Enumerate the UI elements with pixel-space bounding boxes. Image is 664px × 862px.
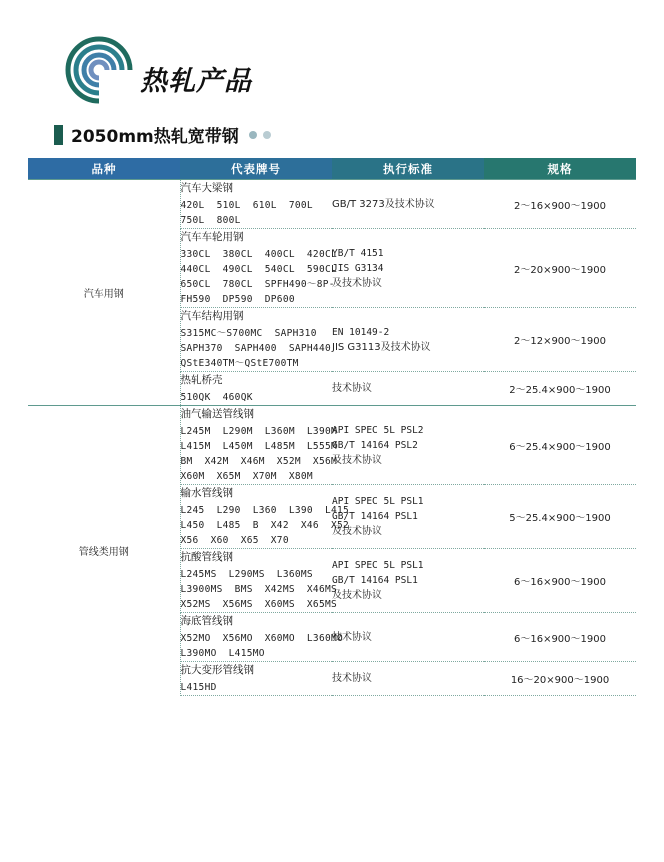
spec-cell: 2～20×900～1900 <box>484 229 636 308</box>
dot-icon <box>249 131 257 139</box>
category-cell: 管线类用钢 <box>28 406 180 696</box>
grade-cell <box>180 613 344 662</box>
grade-line: L245 L290 L360 L390 L415 <box>180 505 350 516</box>
spec-cell: 6～16×900～1900 <box>484 549 636 613</box>
column-header-grade: 代表牌号 <box>180 158 332 180</box>
standard-cell <box>332 549 484 613</box>
grade-line: L245MS L290MS L360MS <box>180 569 313 580</box>
table-row <box>28 406 636 485</box>
standard-cell <box>332 372 484 406</box>
grade-line: 330CL 380CL 400CL 420CL <box>180 249 338 260</box>
page-title: 热轧产品 <box>140 66 252 97</box>
table-header-row <box>28 158 636 180</box>
grade-line: L390MO L415MO <box>180 648 265 659</box>
spec-cell: 16～20×900～1900 <box>484 662 636 696</box>
column-header-standard: 执行标准 <box>332 158 484 180</box>
subtitle-bar-icon <box>54 125 63 145</box>
category-cell: 汽车用钢 <box>28 180 180 406</box>
grade-title: 汽车结构用钢 <box>180 310 244 322</box>
standard-cell <box>332 662 484 696</box>
standard-line: API SPEC 5L PSL2 <box>332 424 424 436</box>
standard-cell <box>332 308 484 372</box>
column-header-category: 品种 <box>28 158 180 180</box>
grade-line: SAPH370 SAPH400 SAPH440 <box>180 343 331 354</box>
grade-line: FH590 DP590 DP600 <box>180 294 295 305</box>
section-subtitle <box>28 122 636 147</box>
standard-line: GB/T 14164 PSL1 <box>332 511 418 522</box>
grade-line: 420L 510L 610L 700L <box>180 200 313 211</box>
grade-title: 抗大变形管线钢 <box>180 664 254 676</box>
standard-cell <box>332 613 484 662</box>
grade-line: BM X42M X46M X52M X56M <box>180 456 338 467</box>
standard-line: YB/T 4151 <box>332 247 384 259</box>
standard-cell <box>332 485 484 549</box>
grade-cell <box>180 308 332 372</box>
standard-line: 及技术协议 <box>332 454 382 466</box>
product-table <box>28 158 636 696</box>
grade-line: X60M X65M X70M X80M <box>180 471 313 482</box>
spec-cell: 6～16×900～1900 <box>484 613 636 662</box>
page-header <box>28 0 636 112</box>
grade-line: 510QK 460QK <box>180 392 253 403</box>
grade-line: L415M L450M L485M L555M <box>180 441 338 452</box>
spec-cell: 5～25.4×900～1900 <box>484 485 636 549</box>
spiral-logo-icon <box>62 32 136 106</box>
grade-line: X56 X60 X65 X70 <box>180 535 289 546</box>
grade-title: 输水管线钢 <box>180 487 233 499</box>
grade-line: S315MC～S700MC SAPH310 <box>180 328 317 339</box>
standard-line: 技术协议 <box>332 383 372 394</box>
grade-cell <box>180 406 338 485</box>
grade-title: 海底管线钢 <box>180 615 233 627</box>
grade-line: L450 L485 B X42 X46 X52 <box>180 520 350 531</box>
spec-cell: 2～12×900～1900 <box>484 308 636 372</box>
spec-cell: 6～25.4×900～1900 <box>484 406 636 485</box>
grade-title: 热轧桥壳 <box>180 374 223 386</box>
spec-cell: 2～25.4×900～1900 <box>484 372 636 406</box>
standard-line: 及技术协议 <box>332 277 382 289</box>
standard-line: API SPEC 5L PSL1 <box>332 496 424 507</box>
standard-line: API SPEC 5L PSL1 <box>332 560 424 571</box>
standard-cell <box>332 229 484 308</box>
grade-line: 440CL 490CL 540CL 590CL <box>180 264 338 275</box>
standard-line: GB/T 14164 PSL2 <box>332 439 418 451</box>
grade-title: 油气输送管线钢 <box>180 408 254 420</box>
grade-line: L245M L290M L360M L390M <box>180 426 338 437</box>
grade-line: 650CL 780CL SPFH490～8P- <box>180 279 335 290</box>
dot-icon <box>263 131 271 139</box>
standard-line: EN 10149-2 <box>332 326 390 338</box>
grade-line: X52MS X56MS X60MS X65MS <box>180 599 338 610</box>
subtitle-text: 2050mm热轧宽带钢 <box>71 127 239 147</box>
spec-cell: 2～16×900～1900 <box>484 180 636 229</box>
grade-line: L3900MS BMS X42MS X46MS <box>180 584 338 595</box>
grade-line: X52MO X56MO X60MO L360MO <box>180 633 344 644</box>
standard-cell <box>332 180 484 229</box>
grade-line: 750L 800L <box>180 215 241 226</box>
standard-line: JIS G3113及技术协议 <box>332 341 431 353</box>
standard-line: 及技术协议 <box>332 590 382 601</box>
grade-cell <box>180 372 332 406</box>
standard-line: JIS G3134 <box>332 262 384 274</box>
grade-line: L415HD <box>180 682 217 693</box>
grade-title: 汽车大梁钢 <box>180 182 233 194</box>
standard-line: GB/T 14164 PSL1 <box>332 575 418 586</box>
column-header-spec: 规格 <box>484 158 636 180</box>
grade-title: 汽车车轮用钢 <box>180 231 244 243</box>
grade-title: 抗酸管线钢 <box>180 551 233 563</box>
grade-cell <box>180 662 332 696</box>
standard-line: 技术协议 <box>332 673 372 684</box>
standard-line: 及技术协议 <box>332 526 382 537</box>
standard-line: GB/T 3273及技术协议 <box>332 198 435 210</box>
table-row <box>28 180 636 229</box>
grade-cell <box>180 229 338 308</box>
grade-cell <box>180 549 338 613</box>
grade-cell <box>180 485 350 549</box>
standard-cell <box>332 406 484 485</box>
grade-cell <box>180 180 332 229</box>
standard-line: 技术协议 <box>332 631 372 643</box>
decorative-dots <box>249 131 271 139</box>
grade-line: QStE340TM～QStE700TM <box>180 358 299 369</box>
table-body <box>28 180 636 696</box>
